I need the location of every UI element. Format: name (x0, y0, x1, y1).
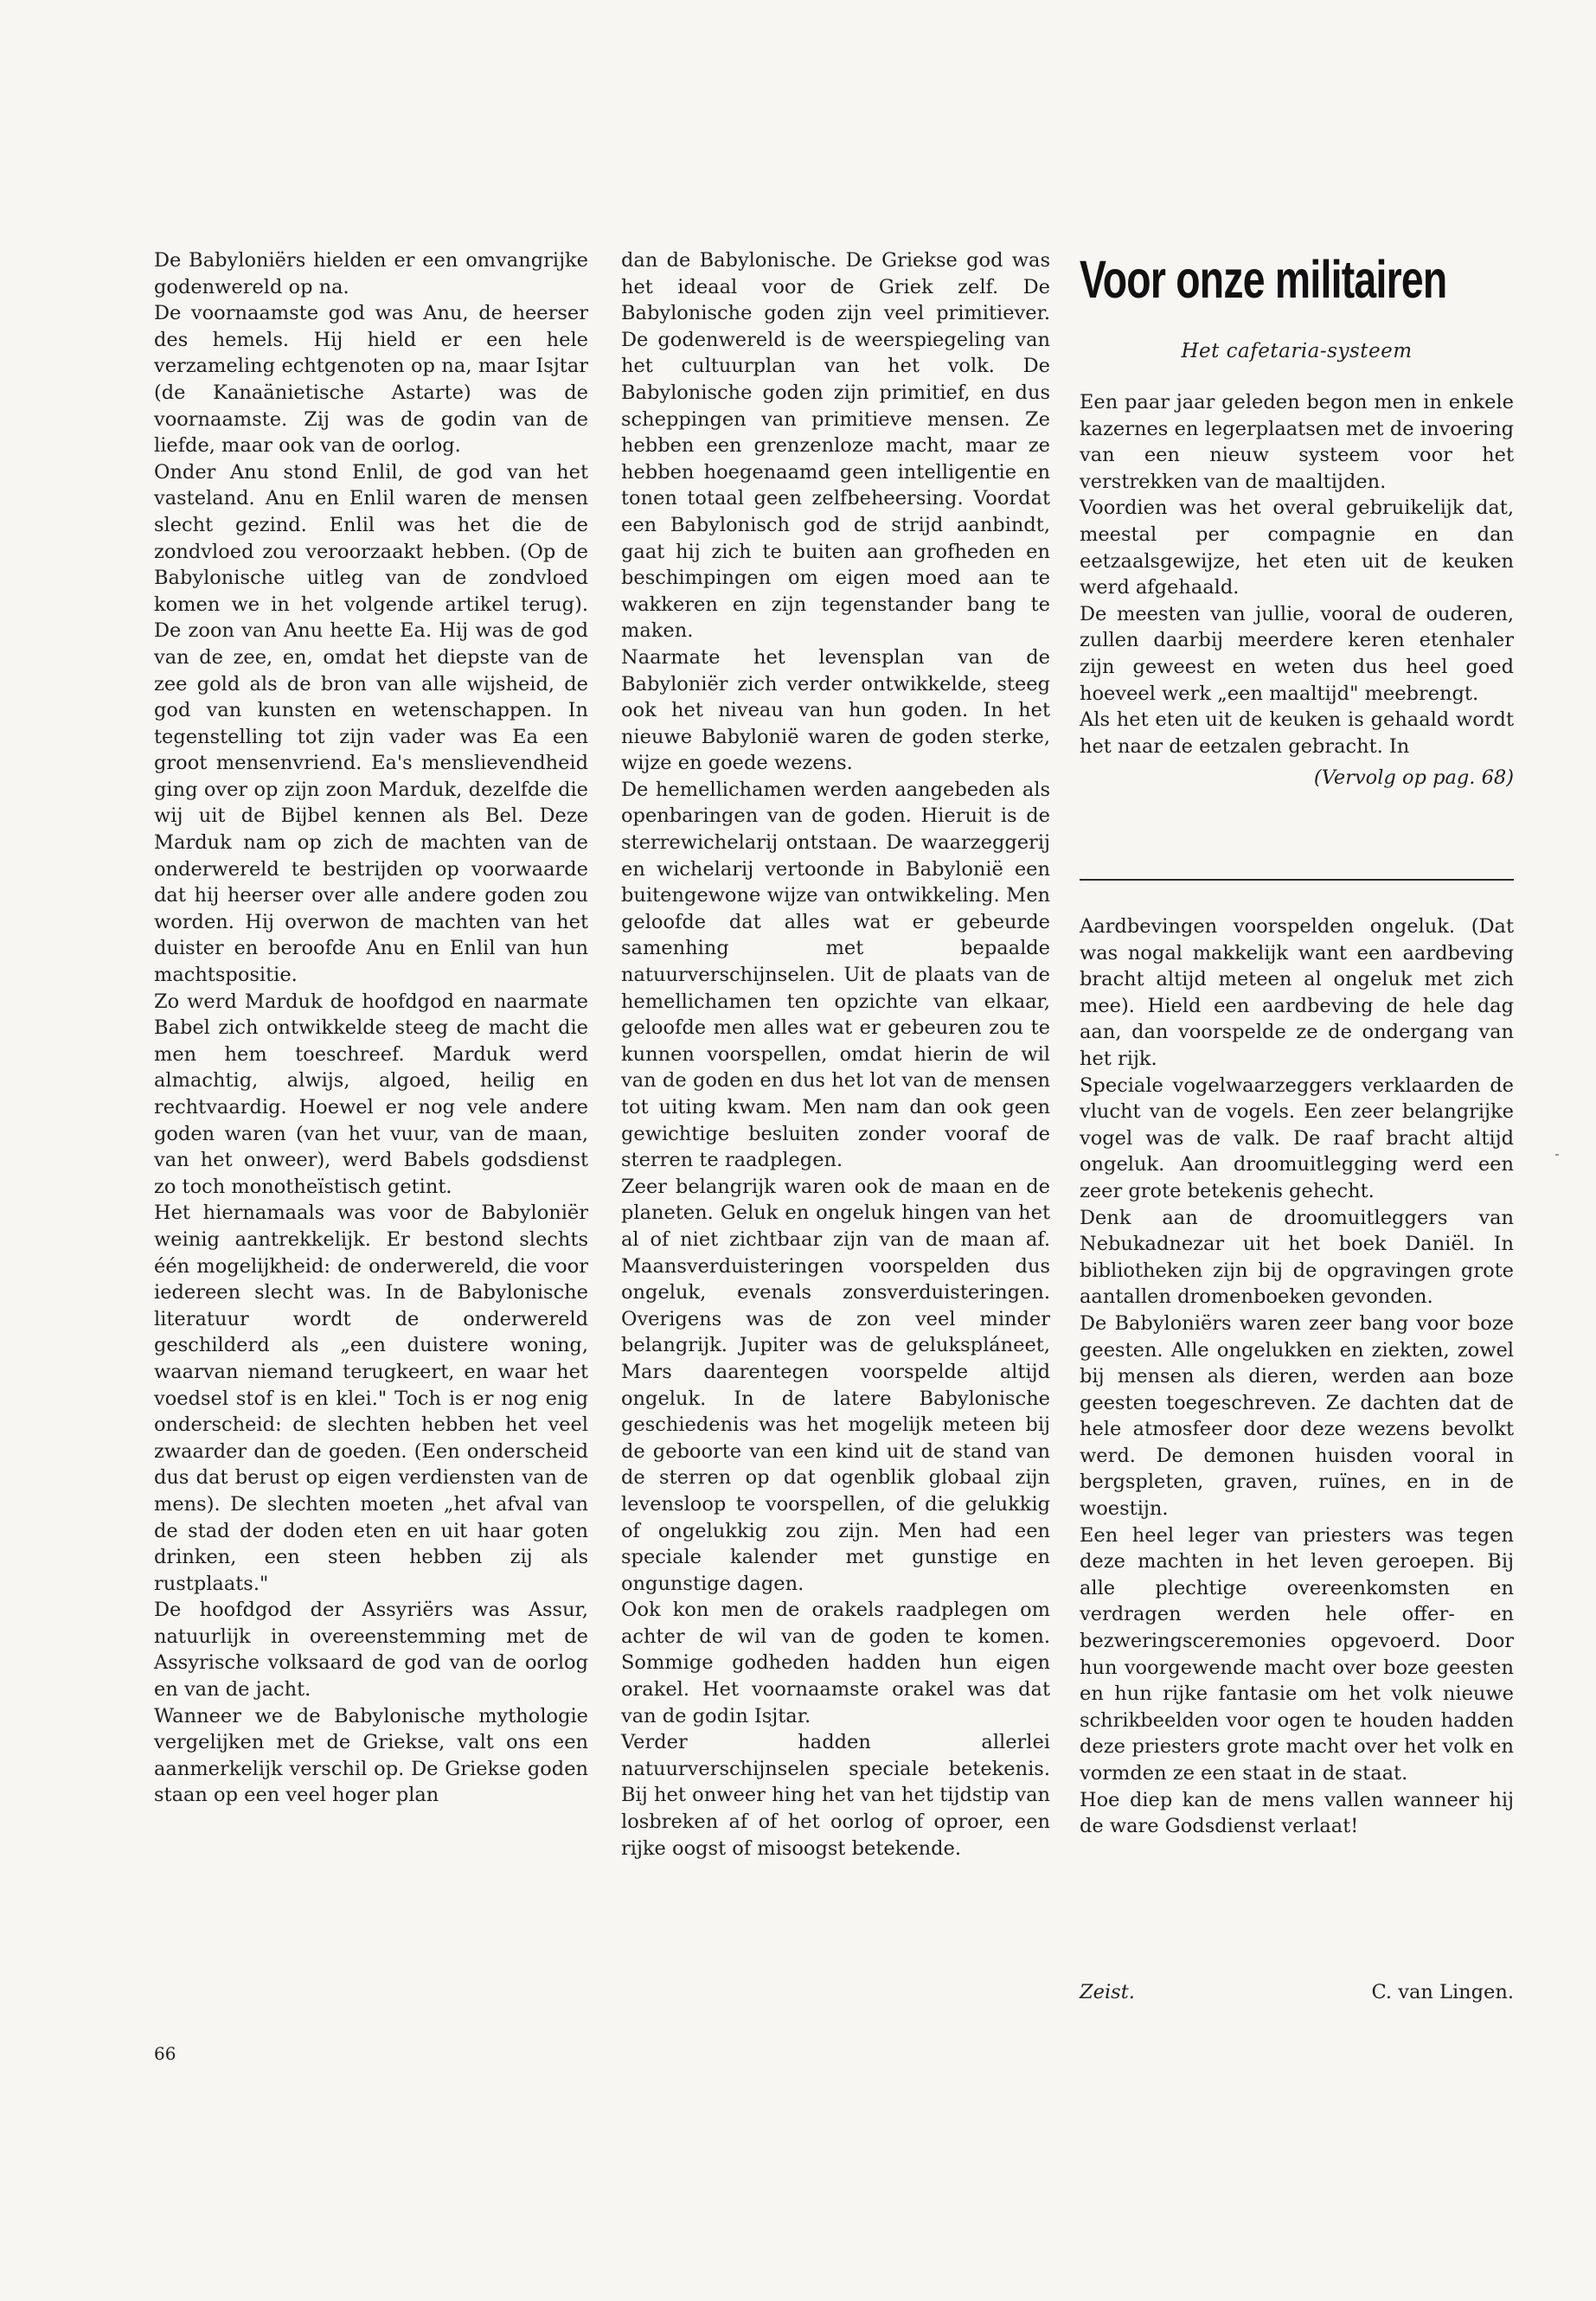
paragraph: De voornaamste god was Anu, de heerser des hemels. Hij hield er een hele verzameling echtgenoten op na, maar Isjtar (de Kanaänietische Astarte) was de voornaamste. Zij was de godin van de liefde, maar ook van de oorlog. (154, 302, 588, 458)
article-column-1 (154, 247, 588, 1809)
page-number: 66 (154, 2043, 176, 2064)
paragraph: Ook kon men de orakels raadplegen om achter de wil van de goden te komen. Sommige godheden hadden hun eigen orakel. Het voornaamste orakel was dat van de godin Isjtar. (621, 1599, 1050, 1727)
paragraph: Als het eten uit de keuken is gehaald wordt het naar de eetzalen gebracht. In (1080, 708, 1514, 758)
paragraph: Zeer belangrijk waren ook de maan en de planeten. Geluk en ongeluk hingen van het al of niet zichtbaar zijn van de maan af. Maansverduisteringen voorspelden dus ongeluk, evenals zonsverduisteringen. Overigens was de zon veel minder belangrijk. Jupiter was de gelukspláneet, Mars daarentegen voorspelde altijd ongeluk. In de latere Babylonische geschiedenis was het mogelijk meteen bij de geboorte van een kind uit de stand van de sterren op dat ogenblik globaal zijn levensloop te voorspellen, of die gelukkig of ongelukkig zou zijn. Men had een speciale kalender met gunstige en ongunstige dagen. (621, 1175, 1050, 1595)
paragraph: De hemellichamen werden aangebeden als openbaringen van de goden. Hieruit is de sterrewichelarij ontstaan. De waarzeggerij en wichelarij vertoonde in Babylonië een buitengewone wijze van ontwikkeling. Men geloofde dat alles wat er gebeurde samenhing met bepaalde natuurverschijnselen. Uit de plaats van de hemellichamen ten opzichte van elkaar, geloofde men alles wat er gebeuren zou te kunnen voorspellen, omdat hierin de wil van de goden en dus het lot van de mensen tot uiting kwam. Men nam dan ook geen gewichtige besluiten zonder vooraf de sterren te raadplegen. (621, 778, 1050, 1172)
signature (1080, 1981, 1514, 2003)
paragraph: dan de Babylonische. De Griekse god was het ideaal voor de Griek zelf. De Babylonische goden zijn veel primitiever. De godenwereld is de weerspiegeling van het cultuurplan van het volk. De Babylonische goden zijn primitief, en dus scheppingen van primitieve mensen. Ze hebben een grenzenloze macht, maar ze hebben hoegenaamd geen intelligentie en tonen totaal geen zelfbeheersing. Voordat een Babylonisch god de strijd aanbindt, gaat hij zich te buiten aan grofheden en beschimpingen om eigen moed aan te wakkeren en zijn tegenstander bang te maken. (621, 249, 1050, 643)
article-column-2 (621, 247, 1050, 1862)
article-column-3 (1080, 913, 1514, 1840)
paragraph: Een heel leger van priesters was tegen deze machten in het leven geroepen. Bij alle plechtige overeenkomsten en verdragen werden hele offer- en bezweringsceremonies opgevoerd. Door hun voorgewende macht over boze geesten en hun rijke fantasie om het volk nieuwe schrikbeelden voor ogen te houden hadden deze priesters grote macht over het volk en vormden ze een staat in de staat. (1080, 1523, 1514, 1785)
paragraph: Verder hadden allerlei natuurverschijnselen speciale betekenis. Bij het onweer hing het van het tijdstip van losbreken af of het oorlog of oproer, een rijke oogst of misoogst betekende. (621, 1731, 1050, 1860)
paragraph: Het hiernamaals was voor de Babyloniër weinig aantrekkelijk. Er bestond slechts één mogelijkheid: de onderwereld, die voor iedereen slecht was. In de Babylonische literatuur wordt de onderwereld geschilderd als „een duistere woning, waarvan niemand terugkeert, en waar het voedsel stof is en klei." Toch is er nog enig onderscheid: de slechten hebben het veel zwaarder dan de goeden. (Een onderscheid dus dat berust op eigen verdiensten van de mens). De slechten moeten „het afval van de stad der doden eten en uit haar goten drinken, een steen hebben zij als rustplaats." (154, 1202, 588, 1595)
paragraph: Naarmate het levensplan van de Babyloniër zich verder ontwikkelde, steeg ook het niveau van hun goden. In het nieuwe Babylonië waren de goden sterke, wijze en goede wezens. (621, 645, 1050, 775)
signature-author: C. van Lingen. (1371, 1981, 1514, 2003)
sidebar-subtitle: Het cafetaria-systeem (1181, 340, 1413, 362)
paragraph: Voordien was het overal gebruikelijk dat, meestal per compagnie en dan eetzaalsgewijze, het eten uit de keuken werd afgehaald. (1080, 497, 1514, 599)
continued-note: (Vervolg op pag. 68) (1313, 766, 1514, 790)
section-divider (1080, 879, 1514, 881)
signature-place: Zeist. (1080, 1981, 1135, 2003)
paragraph: Een paar jaar geleden begon men in enkele kazernes en legerplaatsen met de invoering van een nieuw systeem voor het verstrekken van de maaltijden. (1080, 391, 1514, 493)
paragraph: Speciale vogelwaarzeggers verklaarden de vlucht van de vogels. Een zeer belangrijke vogel was de valk. De raaf bracht altijd ongeluk. Aan droomuitlegging werd een zeer grote betekenis gehecht. (1080, 1074, 1514, 1202)
paragraph: Aardbevingen voorspelden ongeluk. (Dat was nogal makkelijk want een aardbeving bracht altijd meteen al ongeluk met zich mee). Hield een aardbeving de hele dag aan, dan voorspelde ze de ondergang van het rijk. (1080, 915, 1514, 1070)
paragraph: Denk aan de droomuitleggers van Nebukadnezar uit het boek Daniël. In bibliotheken zijn bij de opgravingen grote aantallen dromenboeken gevonden. (1080, 1206, 1514, 1309)
paragraph: De Babyloniërs waren zeer bang voor boze geesten. Alle ongelukken en ziekten, zowel bij mensen als dieren, werden aan boze geesten toegeschreven. Ze dachten dat de hele atmosfeer door deze wezens bevolkt werd. De demonen huisden vooral in bergspleten, graven, ruïnes, en in de woestijn. (1080, 1311, 1514, 1521)
paragraph: Zo werd Marduk de hoofdgod en naarmate Babel zich ontwikkelde steeg de macht die men hem toeschreef. Marduk werd almachtig, alwijs, algoed, heilig en rechtvaardig. Hoewel er nog vele andere goden waren (van het vuur, van de maan, van het onweer), werd Babels godsdienst zo toch monotheïstisch getint. (154, 990, 588, 1198)
sidebar-title: Voor onze militairen (1080, 250, 1447, 309)
paragraph: Hoe diep kan de mens vallen wanneer hij de ware Godsdienst verlaat! (1080, 1788, 1514, 1838)
paragraph: Wanneer we de Babylonische mythologie vergelijken met de Griekse, valt ons een aanmerkelijk verschil op. De Griekse goden staan op een veel hoger plan (154, 1704, 588, 1807)
paragraph: Onder Anu stond Enlil, de god van het vasteland. Anu en Enlil waren de mensen slecht gezind. Enlil was het die de zondvloed zou veroorzaakt hebben. (Op de Babylonische uitleg van de zondvloed komen we in het volgende artikel terug). De zoon van Anu heette Ea. Hij was de god van de zee, en, omdat het diepste van de zee gold als de bron van alle wijsheid, de god van kunsten en wetenschappen. In tegenstelling tot zijn vader was Ea een groot mensenvriend. Ea's menslievendheid ging over op zijn zoon Marduk, dezelfde die wij uit de Bijbel kennen als Bel. Deze Marduk nam op zich de machten van de onderwereld te bestrijden op voorwaarde dat hij heerser over alle andere goden zou worden. Hij overwon de machten van het duister en beroofde Anu en Enlil van hun machtspositie. (154, 460, 588, 987)
paragraph: De meesten van jullie, vooral de ouderen, zullen daarbij meerdere keren etenhaler zijn geweest en weten dus heel goed hoeveel werk „een maaltijd" meebrengt. (1080, 602, 1514, 705)
paragraph: De hoofdgod der Assyriërs was Assur, natuurlijk in overeenstemming met de Assyrische volksaard de god van de oorlog en van de jacht. (154, 1599, 588, 1702)
sidebar-article (1080, 389, 1514, 792)
scan-speck (1555, 1154, 1559, 1156)
paragraph: De Babyloniërs hielden er een omvangrijke godenwereld op na. (154, 249, 588, 298)
